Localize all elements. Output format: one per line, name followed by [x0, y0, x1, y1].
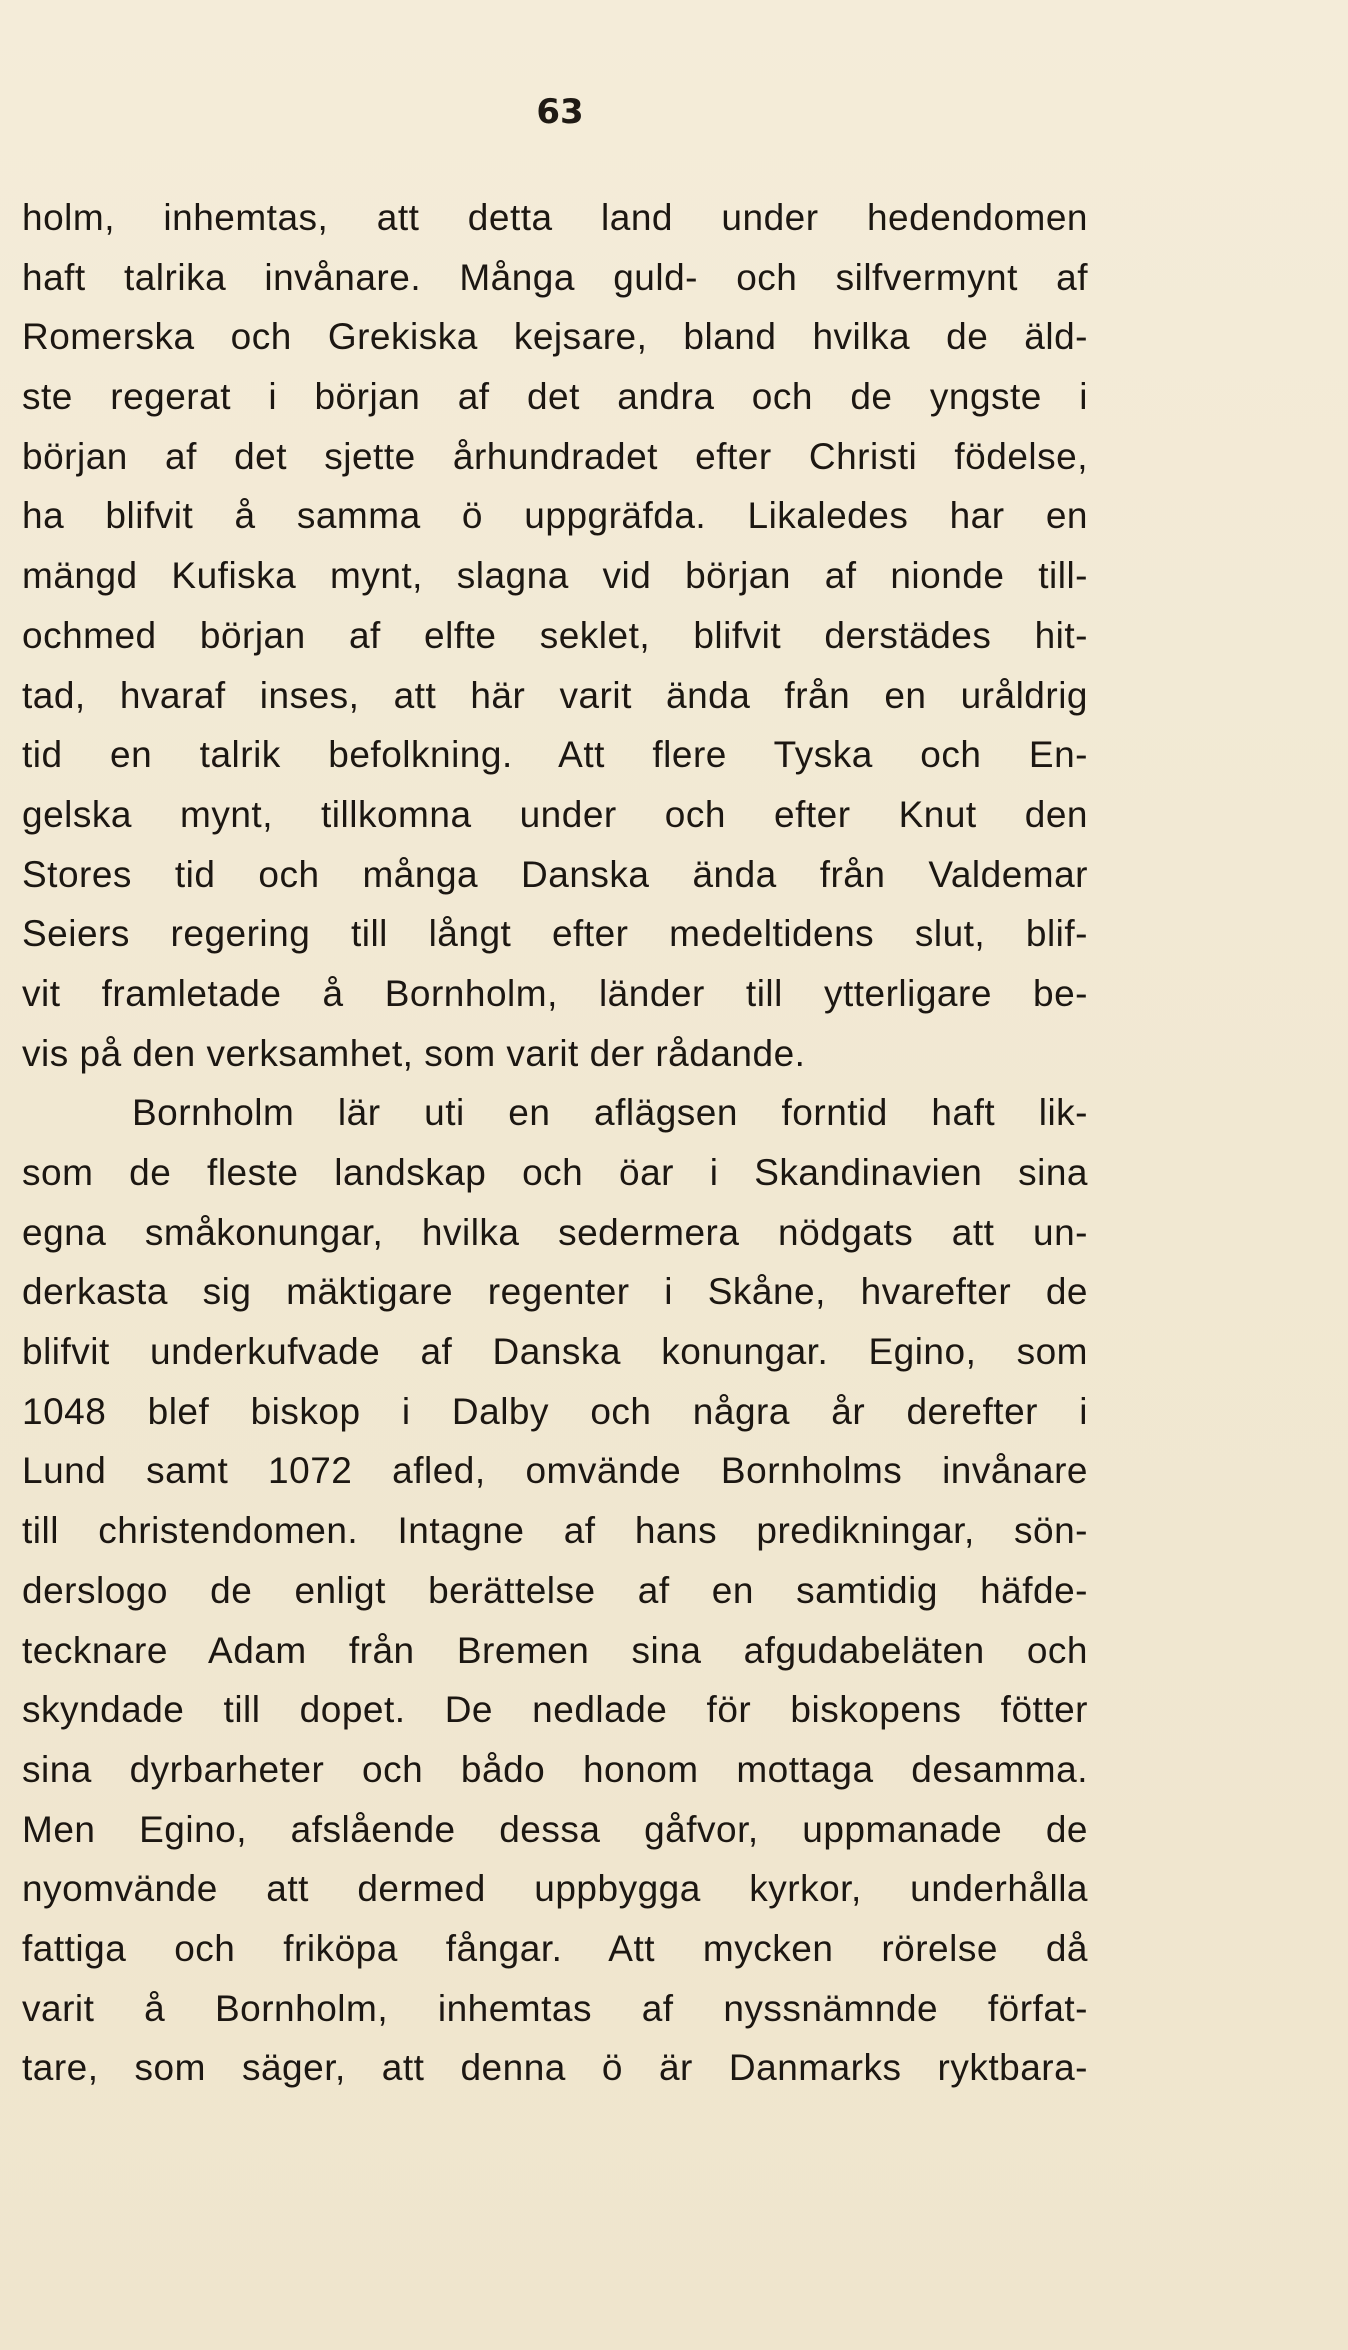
text-line: vit framletade å Bornholm, länder till ytterligare be-: [22, 972, 1088, 1014]
text-line: mängd Kufiska mynt, slagna vid början af nionde till-: [22, 555, 1088, 597]
text-line: derslogo de enligt berättelse af en samtidig häfde-: [22, 1569, 1088, 1611]
body-text: [22, 188, 1088, 2098]
text-line: Men Egino, afslående dessa gåfvor, uppmanade de: [22, 1808, 1088, 1850]
paragraph-end-line: vis på den verksamhet, som varit der rådande.: [22, 1032, 806, 1074]
text-line: ochmed början af elfte seklet, blifvit derstädes hit-: [22, 614, 1088, 656]
text-line: ha blifvit å samma ö uppgräfda. Likaledes har en: [22, 495, 1088, 537]
text-line: varit å Bornholm, inhemtas af nyssnämnde förfat-: [22, 1987, 1088, 2029]
text-line: nyomvände att dermed uppbygga kyrkor, underhålla: [22, 1868, 1088, 1910]
text-line: Stores tid och många Danska ända från Valdemar: [22, 853, 1088, 895]
text-line: tare, som säger, att denna ö är Danmarks ryktbara-: [22, 2047, 1088, 2089]
text-line: skyndade till dopet. De nedlade för biskopens fötter: [22, 1689, 1088, 1731]
text-line: fattiga och friköpa fångar. Att mycken rörelse då: [22, 1927, 1088, 1969]
text-line: haft talrika invånare. Många guld- och silfvermynt af: [22, 256, 1088, 298]
text-line: blifvit underkufvade af Danska konungar. Egino, som: [22, 1331, 1088, 1373]
text-line: holm, inhemtas, att detta land under hedendomen: [22, 197, 1088, 238]
text-line: gelska mynt, tillkomna under och efter Knut den: [22, 793, 1088, 835]
paragraph-start-line: Bornholm lär uti en aflägsen forntid haft lik-: [132, 1092, 1088, 1134]
text-line: sina dyrbarheter och bådo honom mottaga desamma.: [22, 1748, 1088, 1790]
text-line: till christendomen. Intagne af hans predikningar, sön-: [22, 1510, 1088, 1552]
text-line: 1048 blef biskop i Dalby och några år derefter i: [22, 1390, 1088, 1432]
text-line: Lund samt 1072 afled, omvände Bornholms invånare: [22, 1450, 1088, 1492]
text-line: början af det sjette århundradet efter Christi födelse,: [22, 435, 1088, 477]
text-line: tad, hvaraf inses, att här varit ända från en uråldrig: [22, 674, 1088, 716]
text-line: tid en talrik befolkning. Att flere Tyska och En-: [22, 734, 1088, 776]
text-line: Romerska och Grekiska kejsare, bland hvilka de äld-: [22, 316, 1088, 358]
text-line: derkasta sig mäktigare regenter i Skåne, hvarefter de: [22, 1271, 1088, 1313]
text-line: egna småkonungar, hvilka sedermera nödgats att un-: [22, 1211, 1088, 1253]
text-line: ste regerat i början af det andra och de yngste i: [22, 376, 1088, 418]
text-line: Seiers regering till långt efter medeltidens slut, blif-: [22, 913, 1088, 955]
text-line: som de fleste landskap och öar i Skandinavien sina: [22, 1152, 1088, 1193]
text-line: tecknare Adam från Bremen sina afgudabeläten och: [22, 1629, 1088, 1671]
page-number: 63: [536, 92, 584, 132]
